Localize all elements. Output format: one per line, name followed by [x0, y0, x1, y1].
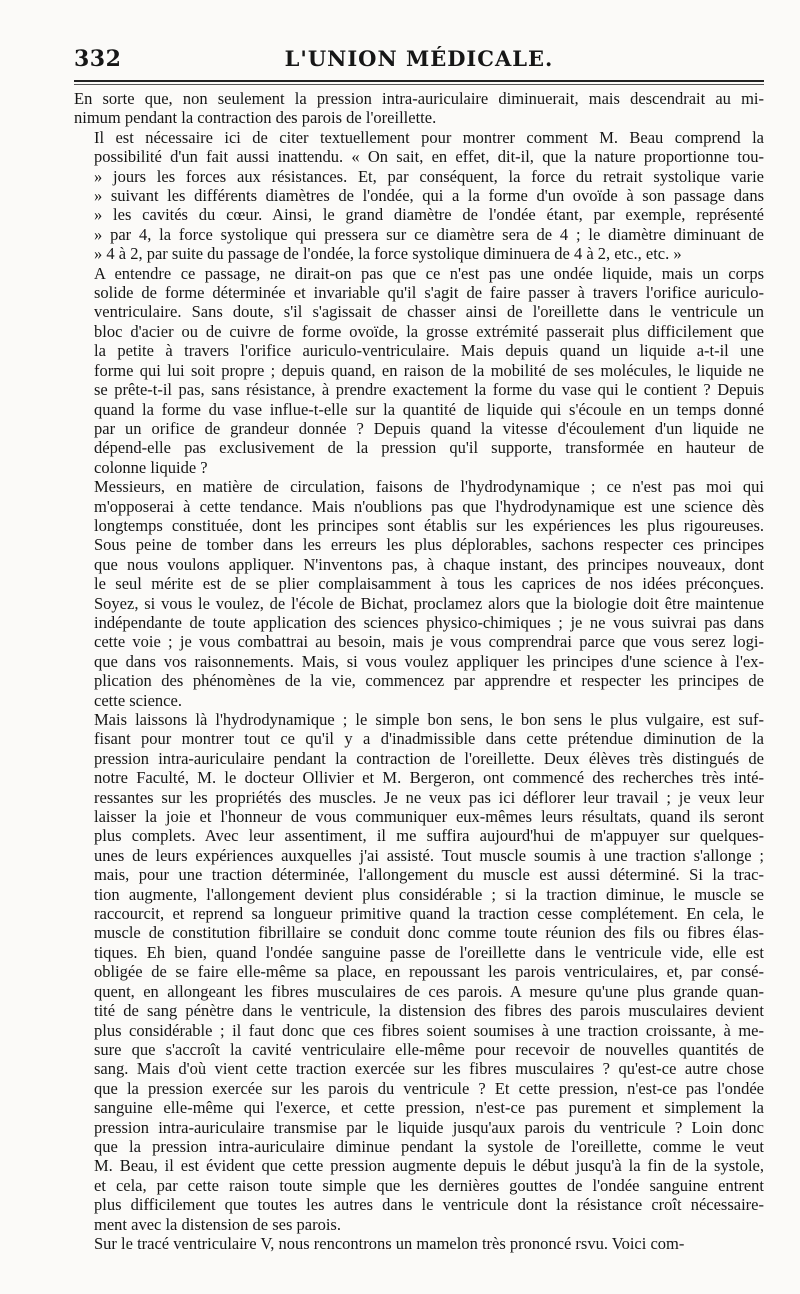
text-line: En sorte que, non seulement la pression intra-auriculaire diminuerait, mais descendrait au mi-: [74, 89, 764, 108]
text-line: » jours les forces aux résistances. Et, par conséquent, la force du retrait systolique varie: [94, 166, 764, 186]
paragraph-5: [74, 1234, 764, 1253]
text-line: le seul mérite est de se plier complaisamment à tous les caprices de nos idées préconçues.: [94, 574, 764, 594]
text-line: » suivant les différents diamètres de l'ondée, qui a la forme d'un ovoïde à son passage dans: [94, 186, 764, 206]
paragraph-0: [74, 89, 764, 128]
text-line: » 4 à 2, par suite du passage de l'ondée, la force systolique diminuera de 4 à 2, etc., etc. »: [94, 244, 682, 264]
text-line: cette science.: [94, 690, 182, 710]
header-rule-thick: [74, 80, 764, 82]
text-line: M. Beau, il est évident que cette pression augmente depuis le début jusqu'à la fin de la systole,: [94, 1156, 764, 1176]
text-line: possibilité d'un fait aussi inattendu. « On sait, en effet, dit-il, que la nature proportionne tou-: [94, 147, 764, 167]
text-line: mais, pour une traction déterminée, l'allongement du muscle est aussi déterminé. Si la trac-: [94, 865, 764, 885]
header-rule-thin: [74, 84, 764, 85]
text-line: tiques. Eh bien, quand l'ondée sanguine passe de l'oreillette dans le ventricule vide, elle est: [94, 942, 764, 962]
text-line: sure que s'accroît la cavité ventriculaire elle-même pour recevoir de nouvelles quantités de: [94, 1039, 764, 1059]
text-line: nimum pendant la contraction des parois de l'oreillette.: [74, 108, 437, 128]
text-line: cette voie ; je vous combattrai au besoin, mais je vous comprendrai parce que vous serez logi-: [94, 632, 764, 652]
paragraph-1: [74, 128, 764, 264]
paragraph-4: [74, 710, 764, 1234]
text-line: Il est nécessaire ici de citer textuellement pour montrer comment M. Beau comprend la: [94, 127, 764, 147]
running-title: L'UNION MÉDICALE.: [284, 46, 554, 71]
text-line: Messieurs, en matière de circulation, faisons de l'hydrodynamique ; ce n'est pas moi qui: [94, 477, 764, 497]
text-line: colonne liquide ?: [94, 457, 208, 477]
text-line: A entendre ce passage, ne dirait-on pas que ce n'est pas une ondée liquide, mais un corps: [94, 263, 764, 283]
text-line: que la pression exercée sur les parois du ventricule ? Et cette pression, n'est-ce pas l'ondée: [94, 1078, 764, 1098]
text-line: tion augmente, l'allongement devient plus considérable ; si la traction diminue, le muscle se: [94, 884, 764, 904]
text-line: ventriculaire. Sans doute, s'il s'agissait de chasser ainsi de l'oreillette dans le ventricule un: [94, 302, 764, 322]
text-line: et cela, par cette raison toute simple que les dernières gouttes de l'ondée sanguine entrent: [94, 1175, 764, 1195]
text-line: plication des phénomènes de la vie, commencez par apprendre et respecter les principes de: [94, 671, 764, 691]
text-line: sanguine elle-même qui l'exerce, et cette pression, n'est-ce pas purement et simplement la: [94, 1098, 764, 1118]
text-line: ressantes sur les propriétés des muscles. Je ne veux pas ici déflorer leur travail ; je veux leur: [94, 787, 764, 807]
text-line: plus complets. Avec leur assentiment, il me suffira aujourd'hui de m'appuyer sur quelques-: [94, 826, 764, 846]
text-line: unes de leurs expériences auxquelles j'ai assisté. Tout muscle soumis à une traction s'allonge ;: [94, 845, 764, 865]
text-line: indépendante de toute application des sciences physico-chimiques ; je ne vous suivrai pas dans: [94, 612, 764, 632]
text-line: muscle de constitution fibrillaire se conduit donc comme toute réunion des fils ou fibres élas-: [94, 923, 764, 943]
text-line: Sur le tracé ventriculaire V, nous rencontrons un mamelon très prononcé rsvu. Voici com-: [94, 1233, 685, 1253]
paragraph-2: [74, 264, 764, 477]
text-line: longtemps constituée, dont les principes sont établis sur les expériences les plus rigoureuses.: [94, 515, 764, 535]
text-line: la petite à travers l'orifice auriculo-ventriculaire. Mais depuis quand un liquide a-t-il une: [94, 341, 764, 361]
text-line: ment avec la distension de ses parois.: [94, 1214, 341, 1234]
text-line: plus considérable ; il faut donc que ces fibres soient soumises à une traction croissante, à me-: [94, 1020, 764, 1040]
text-line: que nous voulons appliquer. N'inventons pas, à chaque instant, des principes nouveaux, dont: [94, 554, 764, 574]
text-line: » les cavités du cœur. Ainsi, le grand diamètre de l'ondée étant, par exemple, représenté: [94, 205, 764, 225]
text-line: quand la forme du vase influe-t-elle sur la quantité de liquide qui s'écoule en un temps donné: [94, 399, 764, 419]
text-line: que dans vos raisonnements. Mais, si vous voulez appliquer les principes d'une science à l'ex-: [94, 651, 764, 671]
text-line: obligée de se faire elle-même sa place, en repoussant les parois ventriculaires, et, par consé-: [94, 962, 764, 982]
text-line: pression intra-auriculaire pendant la contraction de l'oreillette. Deux élèves très distingués de: [94, 748, 764, 768]
text-line: tité de sang pénètre dans le ventricule, la distension des fibres des parois musculaires devient: [94, 1001, 764, 1021]
text-line: raccourcit, et reprend sa longueur primitive quand la traction cesse complétement. En cela, le: [94, 904, 764, 924]
page-number: 332: [74, 46, 122, 72]
text-line: par un orifice de grandeur donnée ? Depuis quand la vitesse d'écoulement d'un liquide ne: [94, 418, 764, 438]
running-header: [74, 40, 764, 76]
text-line: sang. Mais d'où vient cette traction exercée sur les fibres musculaires ? qu'est-ce autre chose: [94, 1059, 764, 1079]
text-line: bloc d'acier ou de cuivre de forme ovoïde, la grosse extrémité passerait plus difficilement que: [94, 321, 764, 341]
text-line: que la pression intra-auriculaire diminue pendant la systole de l'oreillette, comme le veut: [94, 1136, 764, 1156]
text-line: dépend-elle pas exclusivement de la pression qu'il supporte, transformée en hauteur de: [94, 438, 764, 458]
text-line: forme qui lui soit propre ; depuis quand, en raison de la mobilité de ses molécules, le liquide ne: [94, 360, 764, 380]
text-line: Soyez, si vous le voulez, de l'école de Bichat, proclamez alors que la biologie doit être maintenue: [94, 593, 764, 613]
text-line: quent, en allongeant les fibres musculaires de ces parois. A mesure qu'une plus grande quan-: [94, 981, 764, 1001]
text-line: plus difficilement que toutes les autres dans le ventricule dont la résistance croît nécessaire-: [94, 1195, 764, 1215]
text-line: m'opposerai à cette tendance. Mais n'oublions pas que l'hydrodynamique est une science dès: [94, 496, 764, 516]
paragraph-3: [74, 477, 764, 710]
text-line: Sous peine de tomber dans les erreurs les plus déplorables, sachons respecter ces principes: [94, 535, 764, 555]
text-line: laisser la joie et l'honneur de vous communiquer eux-mêmes leurs résultats, quand ils seront: [94, 807, 764, 827]
body-text: [74, 89, 764, 1253]
text-line: pression intra-auriculaire transmise par le liquide jusqu'aux parois du ventricule ? Loin donc: [94, 1117, 764, 1137]
text-line: » par 4, la force systolique qui pressera sur ce diamètre sera de 4 ; le diamètre diminuant de: [94, 224, 764, 244]
text-line: notre Faculté, M. le docteur Ollivier et M. Bergeron, ont commencé des recherches très inté-: [94, 768, 764, 788]
text-line: solide de forme déterminée et invariable qu'il s'agit de faire passer à travers l'orifice auriculo-: [94, 283, 764, 303]
text-line: fisant pour montrer tout ce qu'il y a d'inadmissible dans cette prétendue diminution de la: [94, 729, 764, 749]
text-line: se prête-t-il pas, sans résistance, à prendre exactement la forme du vase qui le contient ? Depuis: [94, 380, 764, 400]
text-line: Mais laissons là l'hydrodynamique ; le simple bon sens, le bon sens le plus vulgaire, est suf-: [94, 710, 764, 729]
